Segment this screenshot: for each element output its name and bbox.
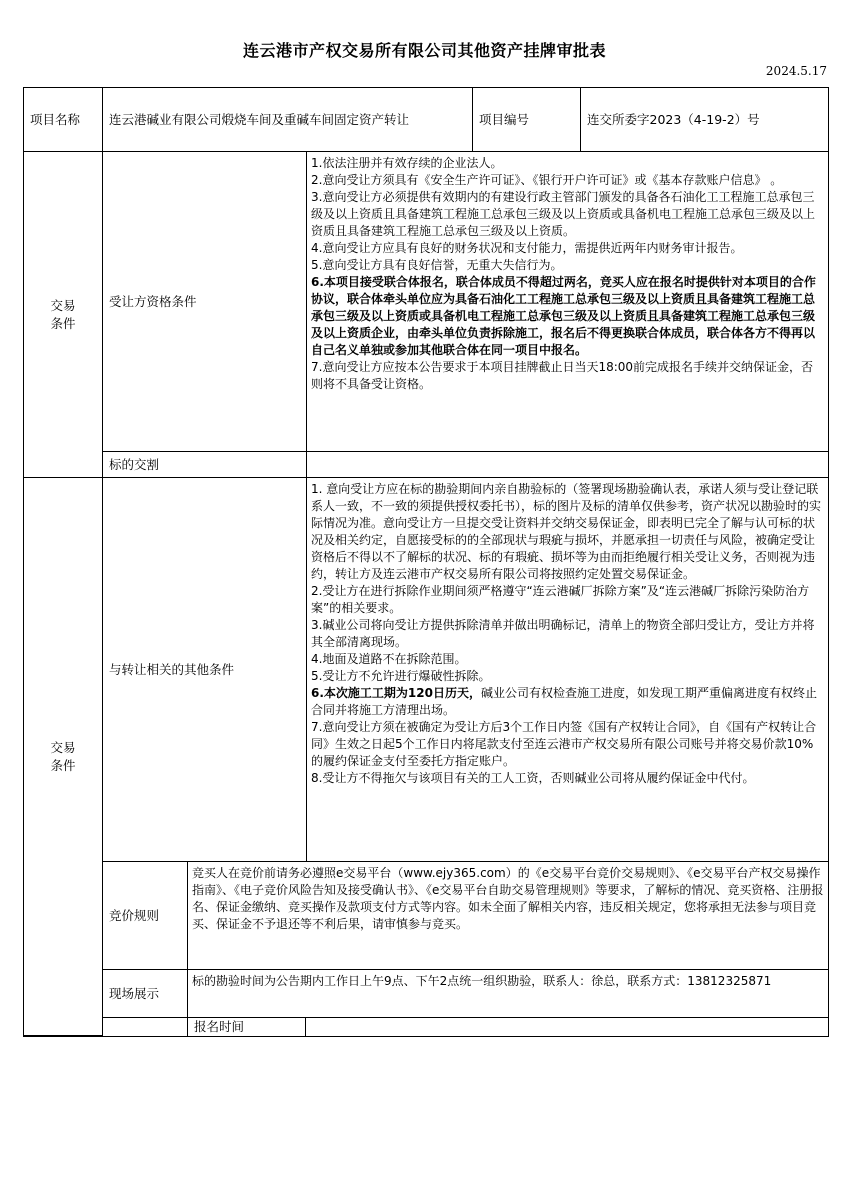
item6-rest: 碱业公司有权检查施工进度，如发现工期严重偏离进度有权终止合同并将施工方清理出场。 (311, 686, 817, 717)
auction-rules-value (188, 862, 828, 970)
signup-time-label: 报名时间 (188, 1018, 306, 1036)
page-title: 连云港市产权交易所有限公司其他资产挂牌审批表 (242, 41, 606, 60)
qualification-item: 7.意向受让方应按本公告要求于本项目挂牌截止日当天18:00前完成报名手续并交纳保证金，否则将不具备受让资格。 (311, 360, 814, 391)
approval-table (23, 87, 829, 1037)
qualification-conditions (307, 152, 828, 452)
qualification-item: 4.意向受让方应具有良好的财务状况和支付能力，需提供近两年内财务审计报告。 (311, 241, 743, 255)
other-condition-item: 5.受让方不允许进行爆破性拆除。 (311, 669, 491, 683)
delivery-label: 标的交割 (103, 452, 307, 478)
other-conditions-label: 与转让相关的其他条件 (103, 478, 307, 862)
signup-time-value (306, 1018, 828, 1036)
bold-prefix: 6.本次施工工期为120日历天， (311, 686, 481, 700)
delivery-value (307, 452, 828, 478)
qualification-item: 2.意向受让方须具有《安全生产许可证》、《银行开户许可证》或《基本存款账户信息》 。 (311, 173, 783, 187)
other-conditions (307, 478, 828, 862)
project-name-label: 项目名称 (24, 88, 103, 152)
approval-date: 2024.5.17 (765, 64, 827, 78)
project-no-value: 连交所委字2023（4-19-2）号 (581, 88, 828, 152)
section1-label: 交易 条件 (24, 152, 103, 478)
qualification-item: 1.依法注册并有效存续的企业法人。 (311, 156, 503, 170)
qualification-item-bold: 6.本项目接受联合体报名，联合体成员不得超过两名，竞买人应在报名时提供针对本项目的合作协议，联合体牵头单位应为具备石油化工工程施工总承包三级及以上资质且具备建筑工程施工总承包三级及以上资质或具备机电工程施工总承包三级及以上资质且具备建筑工程施工总承包三级及以上资质企业，由牵头单位负责拆除施工，报名后不得更换联合体成员，联合体各方不得再以自己名义单独或参加其他联合体在同一项目中报名。 (311, 275, 816, 357)
other-condition-item: 7.意向受让方须在被确定为受让方后3个工作日内签《国有产权转让合同》，自《国有产权转让合同》生效之日起5个工作日内将尾款支付至连云港市产权交易所有限公司账号并将交易价款10%的履约保证金支付至委托方指定账户。 (311, 720, 817, 768)
site-display-label: 现场展示 (103, 970, 188, 1018)
other-condition-item: 3.碱业公司将向受让方提供拆除清单并做出明确标记，清单上的物资全部归受让方，受让方并将其全部清离现场。 (311, 618, 815, 649)
qualification-item: 3.意向受让方必须提供有效期内的有建设行政主管部门颁发的具备各石油化工工程施工总承包三级及以上资质且具备建筑工程施工总承包三级及以上资质或具备机电工程施工总承包三级及以上资质且具备建筑工程施工总承包三级及以上资质。 (311, 190, 816, 238)
qualification-item: 5.意向受让方具有良好信誉，无重大失信行为。 (311, 258, 563, 272)
project-no-label: 项目编号 (473, 88, 581, 152)
auction-rules-label: 竞价规则 (103, 862, 188, 970)
other-condition-item: 2.受让方在进行拆除作业期间须严格遵守“连云港碱厂拆除方案”及“连云港碱厂拆除污染防治方案”的相关要求。 (311, 584, 810, 615)
site-display-text: 标的勘验时间为公告期内工作日上午9点、下午2点统一组织勘验，联系人：徐总，联系方式：13812325871 (192, 974, 772, 988)
other-condition-item: 4.地面及道路不在拆除范围。 (311, 652, 467, 666)
other-condition-item-partial-bold (311, 685, 824, 719)
site-display-value (188, 970, 828, 1018)
project-name-value: 连云港碱业有限公司煅烧车间及重碱车间固定资产转让 (103, 88, 473, 152)
qualification-label: 受让方资格条件 (103, 152, 307, 452)
signup-spacer (103, 1018, 188, 1036)
auction-rules-text: 竞买人在竞价前请务必遵照e交易平台（www.ejy365.com）的《e交易平台竞价交易规则》、《e交易平台产权交易操作指南》、《电子竞价风险告知及接受确认书》、《e交易平台自助交易管理规则》等要求，了解标的情况、竞买资格、注册报名、保证金缴纳、竞买操作及款项支付方式等内容。如未全面了解相关内容，违反相关规定，您将承担无法参与项目竞买、保证金不予退还等不利后果，请审慎参与竞买。 (192, 866, 824, 931)
section2-label: 交易 条件 (24, 478, 103, 1036)
other-condition-item: 8.受让方不得拖欠与该项目有关的工人工资，否则碱业公司将从履约保证金中代付。 (311, 771, 755, 785)
other-condition-item: 1. 意向受让方应在标的勘验期间内亲自勘验标的（签署现场勘验确认表，承诺人须与受让登记联系人一致，不一致的须提供授权委托书），标的图片及标的清单仅供参考，资产状况以勘验时的实际情况为准。意向受让方一旦提交受让资料并交纳交易保证金，即表明已完全了解与认可标的状况及相关约定，自愿接受标的的全部现状与瑕疵与损坏，并愿承担一切责任与风险，被确定受让资格后不得以不了解标的状况、标的有瑕疵、损坏等为由而拒绝履行相关受让义务，否则视为违约，转让方及连云港市产权交易所有限公司将按照约定处置交易保证金。 (311, 482, 822, 581)
